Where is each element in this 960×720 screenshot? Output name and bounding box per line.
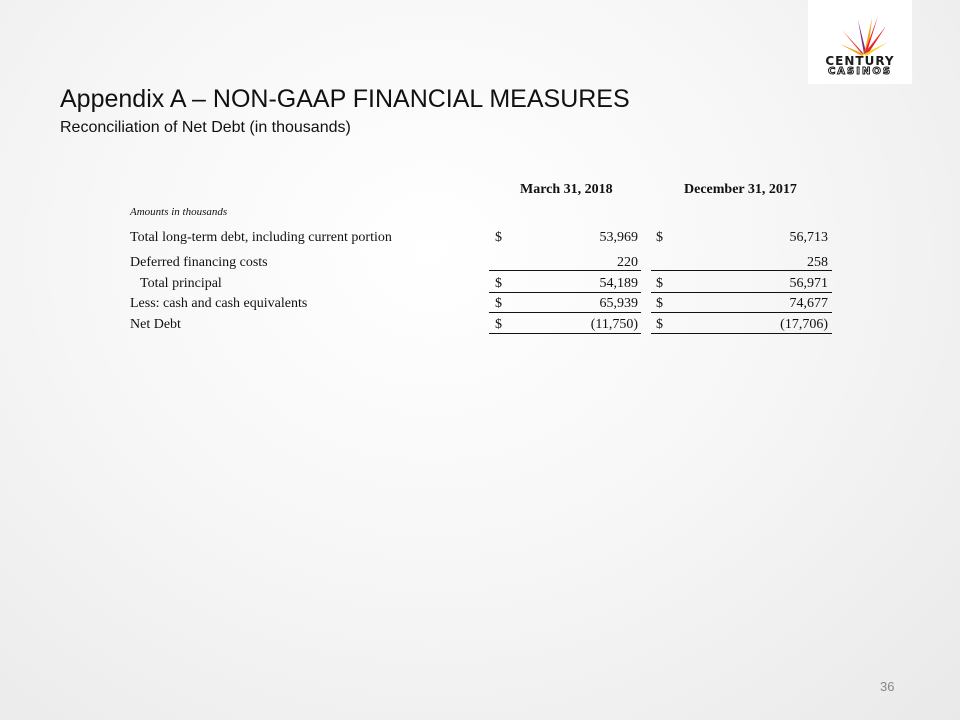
underline (651, 292, 832, 293)
currency-symbol: $ (495, 296, 502, 311)
column-header-december-2017: December 31, 2017 (684, 182, 797, 197)
value-march-2018: 220 (617, 255, 638, 270)
underline (651, 270, 832, 271)
amounts-note: Amounts in thousands (130, 206, 228, 218)
value-december-2017: 258 (807, 255, 828, 270)
underline (651, 312, 832, 313)
value-december-2017: 74,677 (789, 296, 828, 311)
underline (489, 312, 641, 313)
currency-symbol: $ (656, 276, 663, 291)
logo-text-casinos: CASINOS (827, 66, 893, 77)
value-march-2018: 54,189 (599, 276, 638, 291)
row-label-total-principal: Total principal (140, 276, 222, 291)
currency-symbol: $ (495, 230, 502, 245)
row-label-deferred-financing-costs: Deferred financing costs (130, 255, 268, 270)
page-subtitle: Reconciliation of Net Debt (in thousands) (60, 119, 351, 136)
underline (489, 333, 641, 334)
value-march-2018: 53,969 (599, 230, 638, 245)
value-march-2018: 65,939 (599, 296, 638, 311)
page-number: 36 (880, 679, 895, 694)
currency-symbol: $ (495, 276, 502, 291)
currency-symbol: $ (495, 317, 502, 332)
currency-symbol: $ (656, 317, 663, 332)
value-december-2017: 56,713 (789, 230, 828, 245)
row-label-total-long-term-debt: Total long-term debt, including current portion (130, 230, 392, 245)
column-header-march-2018: March 31, 2018 (520, 182, 613, 197)
value-december-2017: 56,971 (789, 276, 828, 291)
row-label-cash-equivalents: Less: cash and cash equivalents (130, 296, 308, 311)
value-march-2018: (11,750) (590, 317, 638, 332)
page-title: Appendix A – NON-GAAP FINANCIAL MEASURES (60, 85, 630, 113)
logo-text-century: CENTURY (825, 54, 895, 68)
row-label-net-debt: Net Debt (130, 317, 181, 332)
underline (489, 292, 641, 293)
currency-symbol: $ (656, 230, 663, 245)
underline (489, 270, 641, 271)
value-december-2017: (17,706) (780, 317, 828, 332)
underline (651, 333, 832, 334)
currency-symbol: $ (656, 296, 663, 311)
